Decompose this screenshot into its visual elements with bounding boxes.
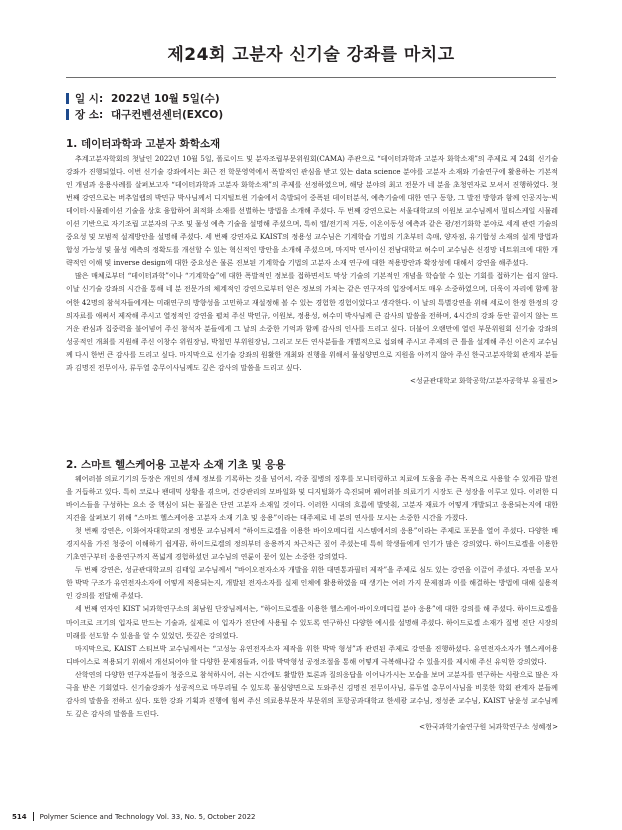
section2-heading: 2. 스마트 헬스케어용 고분자 소재 기초 및 응용 xyxy=(66,459,286,471)
title-divider xyxy=(66,77,556,78)
section1-paragraph-1: 추계고분자학회의 첫날인 2022년 10월 5일, 폴로이드 및 분자조립부문위원회(CAMA) 주관으로 “데이터과학과 고분자 화학소재”의 주제로 제 24회 신기술 강좌가 진행되었다. 이번 신기술 강좌에서는 최근 전 학문영역에서 폭발적인 관심을 받고 있는 data science 분야를 고분자 소재와 기술연구에 활용하는 기본적인 개념과 응용사례를 살펴보고자 “데이터과학과 고분자 화학소재”의 주제를 선정하였으며, 해당 분야의 최고 전문가 네 분을 초청연자로 모셔서 진행하였다. 첫 번째 강연으로는 버추얼랩의 박민규 박사님께서 디지털트윈 기술에서 촉발되어 중폭된 데이터분석, 예측기술에 대한 연구 동향, 그 발전 방향과 함께 인공지능·빅데이터·시뮬레이션 기술을 상호 융합하여 최적화 소재를 선별하는 방법을 소개해 주셨다. 두 번째 강연으로는 서울대학교의 이원보 교수님께서 멀티스케일 시뮬레이션 기반으로 자기조립 고분자의 구조 및 물성 예측 기술을 설명해 주셨으며, 특히 엘/전기적 거동, 이온이동성 예측과 같은 광/전기화학 분야로 세계 관련 기술의 중요성 및 모범적 설계방안을 설명해 주셨다. 세 번째 강연자로 KAIST의 정용성 교수님은 기계학습 기법의 기초부터 촉매, 양자점, 유기합성 소재의 설계 방법과 합성 가능성 및 물성 예측의 정확도를 개선할 수 있는 혁신적인 방안을 소개해 주셨으며, 마지막 연사이신 전남대학교 허수미 교수님은 신경망 네트워크에 대한 개략적인 이해 및 inverse design에 대한 중요성은 물론 진보된 기계학습 기법의 고분자 소재 연구에 대한 적용방안과 확장성에 대해서 강연을 해주셨다. xyxy=(66,154,558,268)
section2-paragraph-3: 두 번째 강연은, 성균관대학교의 김태일 교수님께서 “바이오전자소자 개발을 위한 대면통과필터 제작”을 주제로 심도 있는 강연을 이끌어 주셨다. 자연을 모사한 박막 구조가 유연전자소자에 어떻게 적용되는지, 개발된 전자소자를 실제 인체에 활용하였을 때 생기는 여러 가지 문제점과 이를 해결하는 방법에 대해 실용적인 강의를 전달해 주셨다. xyxy=(66,565,558,601)
section2-paragraph-1: 웨어러블 의료기기의 등장은 개인의 생체 정보를 기록하는 것을 넘어서, 각종 질병의 징후를 모니터링하고 치료에 도움을 주는 목적으로 사용할 수 있게끔 발전을 거듭하고 있다. 특히 코로나 팬데믹 상황을 겪으며, 건강관리의 모바일화 및 디지털화가 촉진되며 웨어러블 의료기기 시장도 큰 성장을 이루고 있다. 이러한 디바이스들을 구성하는 요소 중 핵심이 되는 물질은 단연 고분자 소재일 것이다. 이러한 시대의 흐름에 발맞춰, 고분자 재료가 어떻게 개발되고 응용되는지에 대한 지견을 살펴보기 위해 “스마트 헬스케어용 고분자 소재 기초 및 응용”이라는 대주제로 네 분의 연사를 모시는 소중한 시간을 가졌다. xyxy=(66,474,558,523)
date-label: 일 시: xyxy=(75,93,104,105)
section2-paragraph-6: 산학연의 다양한 연구자분들이 청중으로 참석하시어, 쉬는 시간에도 활발한 토론과 질의응답을 이어나가시는 모습을 보며 고분자를 연구하는 사람으로 많은 자극을 받은 기회였다. 신기술강좌가 성공적으로 마무리될 수 있도록 물심양면으로 도와주신 김명진 전무이사님, 류두열 총무이사님을 비롯한 학회 관계자 분들께 감사의 말씀을 전하고 싶다. 또한 강좌 기획과 진행에 힘써 주신 의료용부문자 부문위의 포항공과대학교 한세광 교수님, 정성준 교수님, KAIST 남윤성 교수님께도 깊은 감사의 말씀을 드린다. xyxy=(66,669,558,718)
section2-paragraph-2: 첫 번째 강연은, 이화여자대학교의 정병문 교수님께서 “하이드로겔을 이용한 바이오메디컬 시스템에서의 응용”이라는 주제로 포문을 열어 주셨다. 다양한 배경지식을 가진 청중이 이해하기 쉽게끔, 하이드로겔의 정의부터 응용까지 차근차근 짚어 주셨는데 특히 학생들에게 인기가 많은 강의였다. 하이드로겔을 이용한 기초연구부터 응용연구까지 폭넓게 경험하셨던 교수님의 연륜이 묻어 있는 소중한 강의였다. xyxy=(66,526,558,562)
place-value: 대구컨벤션센터(EXCO) xyxy=(111,109,224,121)
section2-signature: <한국과학기술연구원 뇌과학연구소 성혜정> xyxy=(419,721,558,731)
place-label: 장 소: xyxy=(75,109,104,121)
section1-heading: 1. 데이터과학과 고분자 화학소재 xyxy=(66,138,221,150)
event-place xyxy=(66,107,223,122)
accent-bar xyxy=(66,93,69,104)
page-footer xyxy=(12,812,255,821)
journal-citation: Polymer Science and Technology Vol. 33, No. 5, October 2022 xyxy=(39,812,256,821)
accent-bar xyxy=(66,109,69,120)
footer-divider xyxy=(33,812,34,821)
section2-body xyxy=(66,472,558,733)
section2-paragraph-4: 세 번째 연자인 KIST 뇌과학연구소의 최남원 단장님께서는, “하이드로겔을 이용한 헬스케어-바이오메디컬 분야 응용”에 대한 강의를 해 주셨다. 하이드로겔을 마이크로 크기의 입자로 만드는 기술과, 실제로 이 입자가 진단에 사용될 수 있도록 연구하신 다양한 예시를 설명해 주셨다. 하이드로겔 소재가 질병 진단 시장의 미래를 선도할 수 있음을 알 수 있었던, 뜻깊은 강의였다. xyxy=(66,604,558,640)
date-value: 2022년 10월 5일(수) xyxy=(111,93,220,105)
section1-body xyxy=(66,152,558,387)
section1-paragraph-2: 많은 매체로부터 “데이터과학”이나 “기계학습”에 대한 폭발적인 정보를 접하면서도 막상 기술의 기본적인 개념을 학습할 수 있는 기회를 접하기는 쉽지 않다. 이날 신기술 강좌의 시간을 통해 네 분 전문가의 체계적인 강연으로부터 얻은 정보의 가치는 같은 연구자의 입장에서도 매우 소중하였으며, 더욱이 자리에 함께 참여한 42명의 참석자들에게는 미래연구의 방향성을 고민하고 재설정해 볼 수 있는 경험한 경험이었다고 생각한다. 이 날의 특별강연을 위해 세로이 한정 한정의 강의자료를 애써서 제작해 주시고 열정적인 강연을 펼쳐 주신 박민규, 이원보, 정용성, 허수미 박사님께 큰 감사의 말씀을 전하며, 4시간의 강좌 동안 끝이지 않는 뜨거운 관심과 집중력을 불어넣어 주신 참석자 분들에게 그 날의 소중한 기억과 함께 감사의 인사를 드리고 싶다. 더불어 오랜만에 열린 부문위원회 신기술 강좌의 성공적인 개최를 지원해 주신 이창수 위원장님, 박철민 부위원장님, 그리고 모든 연사분들을 개별적으로 섭외해 주시고 주제의 큰 틀을 설계해 주신 이은지 교수님께 다시 한번 큰 감사를 드리고 싶다. 마지막으로 신기술 강좌의 원활한 개최와 진행을 위해서 물심양면으로 지원을 아끼지 않아 주신 한국고분자학회 관계자 분들과 김명진 전무이사, 류두열 총무이사님께도 깊은 감사의 말씀을 드리고 싶다. xyxy=(66,271,558,372)
event-date xyxy=(66,91,220,106)
section1-signature: <성균관대학교 화학공학/고분자공학부 유필진> xyxy=(409,375,558,385)
page-number: 514 xyxy=(12,812,27,821)
page-title: 제24회 고분자 신기술 강좌를 마치고 xyxy=(167,45,455,65)
section2-paragraph-5: 마지막으로, KAIST 스티브박 교수님께서는 “고성능 유연전자소자 제작을 위한 박막 형성”과 관련된 주제로 강연을 진행하셨다. 유연전자소자가 헬스케어용 디바이스로 적용되기 위해서 개선되어야 할 다양한 문제점들과, 이를 박막형성 공정조절을 통해 어떻게 극복해나갈 수 있을지를 제시해 주신 유익한 강의였다. xyxy=(66,643,558,666)
